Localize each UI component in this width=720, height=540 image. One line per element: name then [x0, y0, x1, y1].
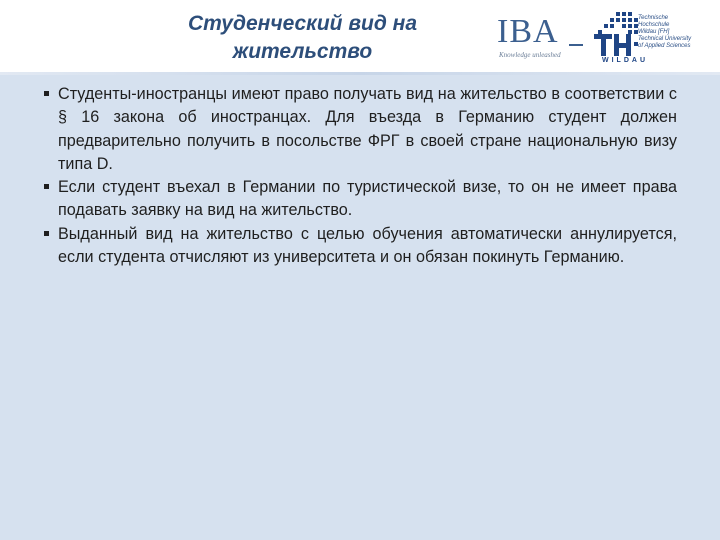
- bullet-text: Выданный вид на жительство с целью обучения автоматически аннулируется, если студента отчисляют из университета и он обязан покинуть Германию.: [58, 224, 677, 267]
- th-wildau-name: [638, 15, 691, 50]
- bullet-square-icon: [44, 91, 49, 96]
- th-wildau-name-line: Technische: [638, 15, 669, 21]
- th-wildau-name-line: Hochschule: [638, 22, 670, 28]
- bullet-square-icon: [44, 231, 49, 236]
- th-wildau-logo: [592, 12, 690, 66]
- slide-header: [0, 0, 720, 74]
- slide-title: Студенческий вид на жительство: [187, 12, 418, 63]
- th-wildau-name-line: Technical University: [638, 36, 692, 42]
- bullet-text: Студенты-иностранцы имеют право получать вид на жительство в соответствии с § 16 закона об иностранцах. Для въезда в Германию студент должен предварительно получить в посольстве ФРГ в своей стране национальную визу типа D.: [58, 85, 677, 173]
- content-area: [0, 75, 720, 540]
- iba-logo-word: IBA: [497, 13, 559, 50]
- th-wildau-name-line: Wildau [FH]: [638, 29, 670, 35]
- th-wildau-name-line: of Applied Sciences: [638, 43, 691, 49]
- bullet-square-icon: [44, 184, 49, 189]
- bullet-item: [42, 83, 677, 176]
- bullet-item: [42, 176, 677, 223]
- bullet-item: [42, 223, 677, 270]
- bullet-list: [42, 83, 677, 269]
- th-wildau-emblem-icon: [592, 12, 638, 58]
- iba-logo: [497, 14, 585, 58]
- bullet-text: Если студент въехал в Германии по туристической визе, то он не имеет права подавать заявку на вид на жительство.: [58, 178, 677, 220]
- iba-logo-tagline: Knowledge unleashed: [499, 51, 561, 59]
- iba-logo-dash: [569, 44, 583, 46]
- th-wildau-sub: WILDAU: [602, 57, 648, 64]
